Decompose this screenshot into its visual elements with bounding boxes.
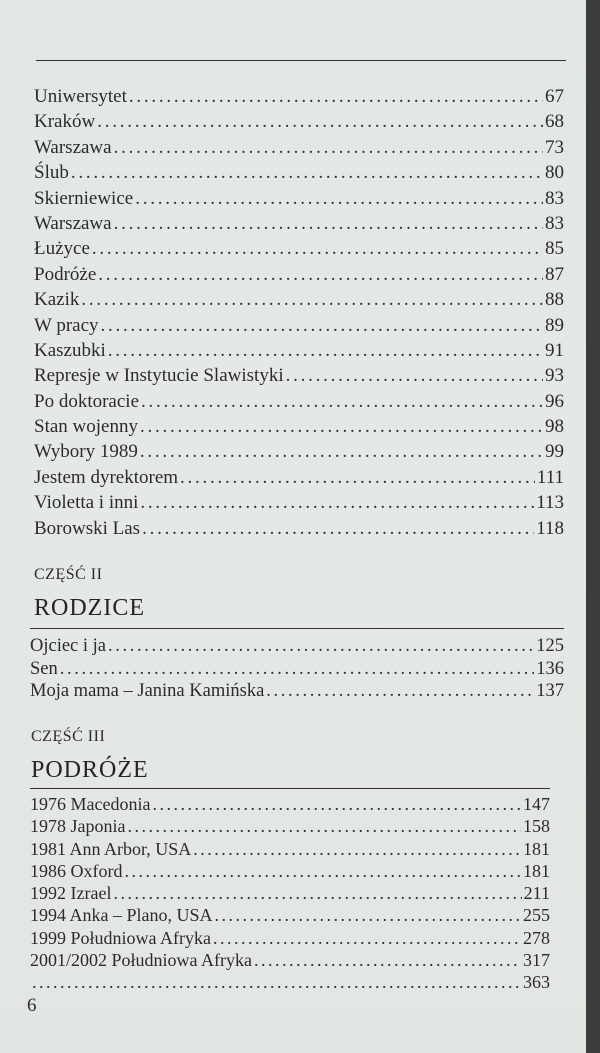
toc-entry [30,659,564,682]
toc-dot-leader [98,264,543,286]
toc-entry [34,492,564,517]
toc-entry-page: 98 [545,416,564,438]
toc-entry-page: 211 [523,883,550,904]
toc-entry-page: 181 [523,838,550,859]
toc-entry-page: 93 [545,365,564,387]
toc-entry-page: 118 [536,517,564,539]
toc-entry-page: 83 [545,212,564,234]
toc-entry-page: 125 [536,636,564,656]
toc-entry-page: 317 [523,950,550,971]
toc-entry [30,794,550,816]
toc-entry-title: Sen [30,658,58,679]
toc-entry-title: W pracy [34,314,99,336]
toc-entry-page: 278 [523,927,550,948]
toc-dot-leader [266,681,534,702]
toc-dot-leader [114,213,543,235]
toc-dot-leader [125,861,522,882]
toc-entry [30,905,550,927]
toc-entry-title: 1994 Anka – Plano, USA [30,905,213,926]
toc-entry-title: Stan wojenny [34,416,138,438]
toc-entry [34,86,564,111]
toc-entry-title: Warszawa [34,212,112,234]
toc-entry-title: 2001/2002 Południowa Afryka [30,950,252,971]
toc-entry-page: 73 [545,136,564,158]
toc-entry [34,467,564,492]
part-label: CZĘŚĆ III [31,728,106,745]
toc-entry-title: Skierniewice [34,187,134,209]
toc-dot-leader [113,883,521,904]
toc-entry-page: 68 [545,111,564,133]
toc-entry-page: 96 [545,390,564,412]
toc-section-2 [30,636,564,704]
toc-entry [30,839,550,861]
toc-dot-leader [286,365,543,387]
toc-entry-title: Ślub [34,162,69,184]
section-rule [30,788,550,789]
toc-entry-title: Jestem dyrektorem [34,466,179,488]
toc-entry [34,137,564,162]
toc-entry-title: Borowski Las [34,517,141,539]
toc-entry-title: Ojciec i ja [30,636,107,656]
toc-entry [34,315,564,340]
toc-entry-title: Łużyce [34,238,90,260]
part-title: RODZICE [34,595,145,621]
toc-entry-page: 91 [545,339,564,361]
toc-entry-title: Po doktoracie [34,390,140,412]
toc-dot-leader [135,188,543,210]
toc-entry-title: Moja mama – Janina Kamińska [30,681,265,701]
toc-entry [34,213,564,238]
toc-dot-leader [114,137,543,159]
toc-dot-leader [101,315,543,337]
toc-entry-page: 80 [545,162,564,184]
toc-dot-leader [97,111,543,133]
toc-entry-page: 147 [523,794,550,814]
toc-entry-title: 1999 Południowa Afryka [30,927,211,948]
toc-entry-page: 255 [523,905,550,926]
toc-entry [30,861,550,883]
toc-dot-leader [193,839,521,860]
toc-entry-page: 181 [523,860,550,881]
toc-entry [30,883,550,905]
toc-entry [34,391,564,416]
toc-dot-leader [140,416,543,438]
toc-dot-leader [180,467,535,489]
toc-entry [34,264,564,289]
toc-entry [34,365,564,390]
toc-dot-leader [152,794,521,815]
toc-entry [30,636,564,659]
toc-entry [34,289,564,314]
toc-entry [34,518,564,543]
toc-entry-page: 363 [523,972,550,993]
toc-dot-leader [60,659,535,680]
toc-dot-leader [141,391,543,413]
toc-entry [34,441,564,466]
toc-entry-page: 137 [536,681,564,701]
toc-dot-leader [213,928,521,949]
toc-entry-page: 136 [536,658,564,679]
toc-entry-page: 158 [523,816,550,837]
toc-entry [34,340,564,365]
toc-entry-title: Podróże [34,263,97,285]
toc-entry-title: Kraków [34,111,96,133]
toc-entry [34,238,564,263]
toc-entry-title: Wybory 1989 [34,441,138,463]
toc-entry [30,950,550,972]
toc-entry-page: 88 [545,289,564,311]
toc-entry [34,188,564,213]
toc-entry-page: 89 [545,314,564,336]
toc-entry [34,162,564,187]
toc-entry-title: Uniwersytet [34,86,127,107]
section-rule [30,628,564,629]
toc-entry [30,816,550,838]
toc-dot-leader [71,162,543,184]
toc-entry-title: 1978 Japonia [30,816,126,837]
toc-dot-leader [108,340,543,362]
toc-dot-leader [127,816,521,837]
part-title: PODRÓŻE [31,757,149,783]
toc-entry-title: Warszawa [34,136,112,158]
page-number: 6 [27,995,37,1016]
part-label: CZĘŚĆ II [34,566,103,583]
toc-section-1 [34,86,564,543]
toc-entry [34,111,564,136]
toc-dot-leader [215,905,521,926]
toc-entry-title: Violetta i inni [34,492,139,514]
toc-dot-leader [108,636,534,657]
toc-entry-title: 1981 Ann Arbor, USA [30,838,192,859]
toc-dot-leader [140,492,534,514]
toc-entry-page: 99 [545,441,564,463]
toc-entry [34,416,564,441]
toc-entry-title: 1986 Oxford [30,860,123,881]
toc-entry-page: 113 [536,492,564,514]
toc-entry [30,928,550,950]
toc-entry-title: 1992 Izrael [30,883,112,904]
toc-entry-title: Kaszubki [34,339,106,361]
toc-section-3 [30,794,550,995]
toc-entry-page: 83 [545,187,564,209]
top-rule [36,60,566,61]
toc-entry-page: 111 [536,466,564,488]
toc-entry-title: 1976 Macedonia [30,794,151,814]
toc-entry-title: Represje w Instytucie Slawistyki [34,365,284,387]
toc-entry-page: 85 [545,238,564,260]
toc-dot-leader [142,518,534,540]
toc-dot-leader [254,950,521,971]
toc-dot-leader [81,289,543,311]
toc-entry-page: 67 [545,86,564,107]
toc-entry-title: Kazik [34,289,80,311]
toc-dot-leader [140,441,543,463]
toc-entry [30,972,550,994]
toc-dot-leader [92,238,543,260]
toc-entry-page: 87 [545,263,564,285]
toc-dot-leader [129,86,543,108]
toc-entry [30,681,564,704]
toc-dot-leader [32,972,521,993]
